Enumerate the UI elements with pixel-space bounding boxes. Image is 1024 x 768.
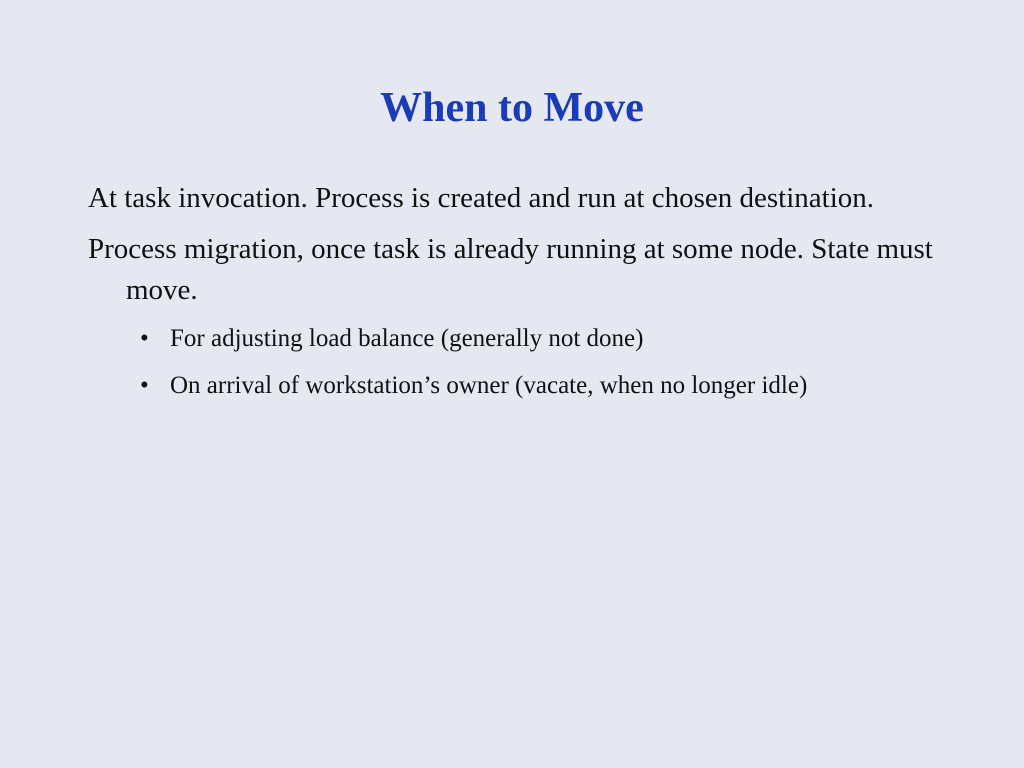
bullet-icon: • xyxy=(140,325,149,352)
paragraph-process-migration: Process migration, once task is already running at some node. State must move. xyxy=(88,233,933,306)
bullet-item-label: For adjusting load balance (generally not done) xyxy=(170,325,644,352)
bullet-icon: • xyxy=(140,372,149,399)
bullet-item-load-balance xyxy=(140,321,910,356)
bullet-item-label: On arrival of workstation’s owner (vacate, when no longer idle) xyxy=(170,372,808,399)
slide-title: When to Move xyxy=(380,85,644,131)
slide-body xyxy=(88,178,968,415)
bullet-item-owner-arrival xyxy=(140,368,910,403)
paragraph-task-invocation: At task invocation. Process is created and run at chosen destination. xyxy=(88,182,875,214)
